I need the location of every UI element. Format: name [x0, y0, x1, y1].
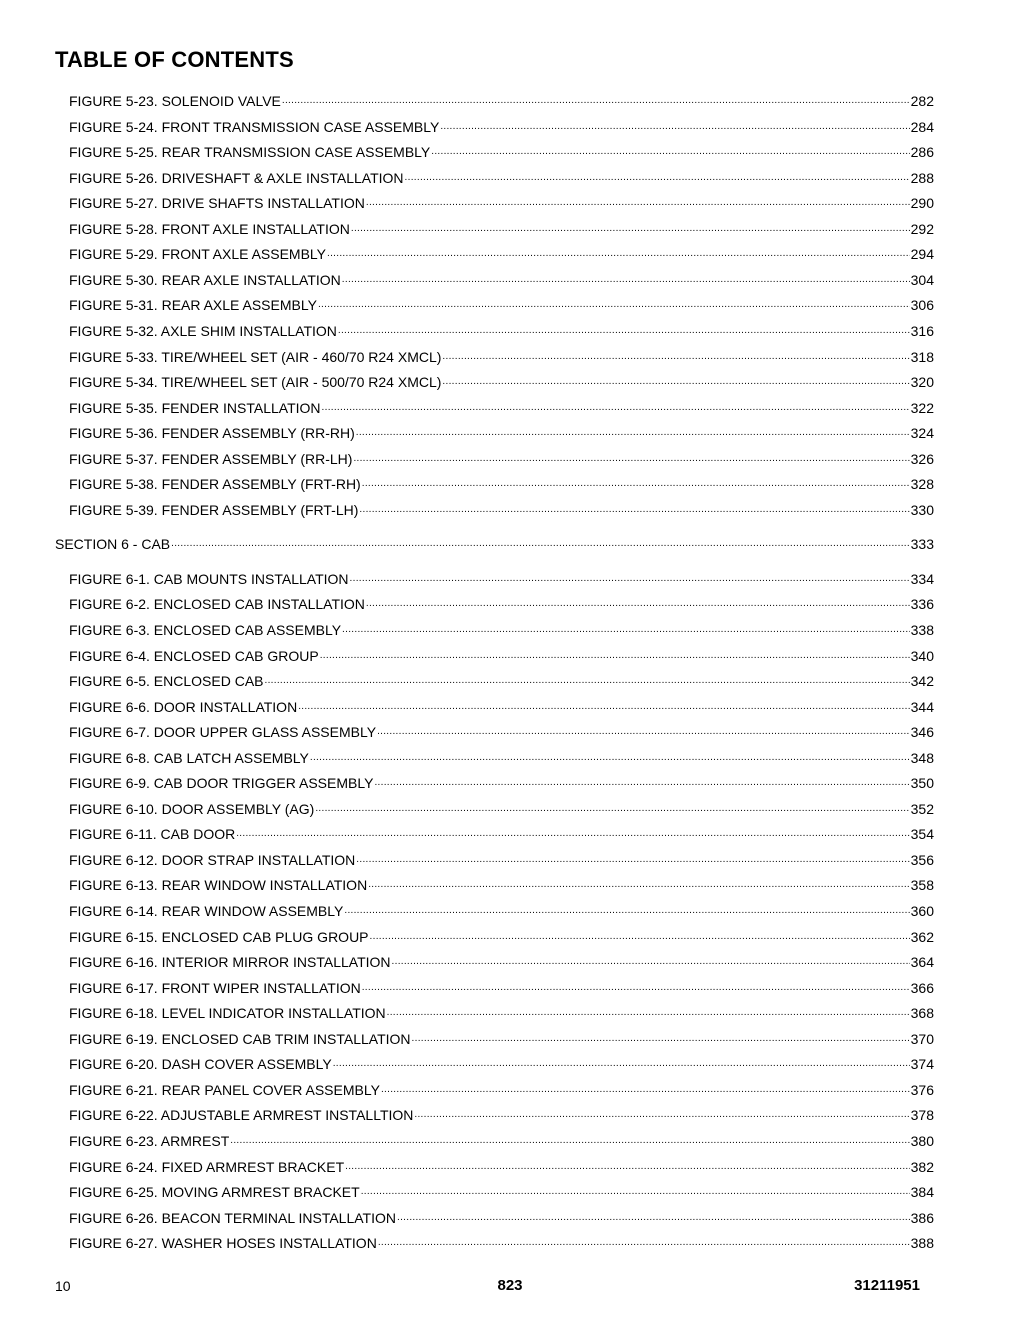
- toc-entry-label: FIGURE 5-24. FRONT TRANSMISSION CASE ASSEMBLY: [69, 119, 440, 135]
- toc-entry-page: 292: [910, 221, 934, 237]
- toc-figure-entry[interactable]: [69, 318, 934, 340]
- toc-leader-dots: [342, 273, 910, 287]
- toc-entry-label: FIGURE 6-5. ENCLOSED CAB: [69, 673, 264, 689]
- toc-entry-page: 358: [910, 877, 934, 893]
- toc-entry-label: FIGURE 6-13. REAR WINDOW INSTALLATION: [69, 877, 368, 893]
- toc-figure-entry[interactable]: [69, 1128, 934, 1150]
- toc-leader-dots: [366, 196, 910, 210]
- toc-entry-page: 366: [910, 980, 934, 996]
- toc-entry-label: FIGURE 5-31. REAR AXLE ASSEMBLY: [69, 297, 317, 313]
- toc-leader-dots: [412, 1032, 910, 1046]
- toc-figure-entry[interactable]: [69, 241, 934, 263]
- toc-entry-label: FIGURE 6-26. BEACON TERMINAL INSTALLATION: [69, 1210, 396, 1226]
- toc-entry-label: FIGURE 6-19. ENCLOSED CAB TRIM INSTALLATION: [69, 1031, 411, 1047]
- toc-entry-page: 354: [910, 826, 934, 842]
- toc-figure-entry[interactable]: [69, 1154, 934, 1176]
- toc-entry-label: FIGURE 6-11. CAB DOOR: [69, 826, 236, 842]
- toc-entry-label: FIGURE 6-20. DASH COVER ASSEMBLY: [69, 1056, 332, 1072]
- toc-entry-page: 304: [910, 272, 934, 288]
- toc-figure-entry[interactable]: [69, 267, 934, 289]
- toc-figure-entry[interactable]: [69, 643, 934, 665]
- toc-leader-dots: [405, 171, 910, 185]
- toc-leader-dots: [265, 674, 910, 688]
- toc-entry-label: FIGURE 5-32. AXLE SHIM INSTALLATION: [69, 323, 337, 339]
- toc-entry-page: 388: [910, 1235, 934, 1251]
- toc-entry-page: 322: [910, 400, 934, 416]
- toc-entry-page: 380: [910, 1133, 934, 1149]
- toc-entry-page: 376: [910, 1082, 934, 1098]
- toc-entry-label: FIGURE 5-33. TIRE/WHEEL SET (AIR - 460/70 R24 XMCL): [69, 349, 442, 365]
- toc-entry-label: FIGURE 6-4. ENCLOSED CAB GROUP: [69, 648, 319, 664]
- toc-figure-entry[interactable]: [69, 1179, 934, 1201]
- toc-entry-label: FIGURE 6-27. WASHER HOSES INSTALLATION: [69, 1235, 377, 1251]
- toc-entry-page: 306: [910, 297, 934, 313]
- toc-leader-dots: [171, 537, 910, 551]
- toc-figure-entry[interactable]: [69, 139, 934, 161]
- toc-entry-label: FIGURE 5-26. DRIVESHAFT & AXLE INSTALLATION: [69, 170, 404, 186]
- toc-leader-dots: [374, 776, 909, 790]
- toc-leader-dots: [359, 503, 909, 517]
- toc-figure-entry[interactable]: [69, 847, 934, 869]
- toc-figure-entry[interactable]: [69, 292, 934, 314]
- toc-leader-dots: [387, 1006, 910, 1020]
- toc-figure-entry[interactable]: [69, 497, 934, 519]
- toc-leader-dots: [442, 350, 909, 364]
- toc-entry-page: 386: [910, 1210, 934, 1226]
- footer-center-number: 823: [497, 1277, 523, 1294]
- toc-figure-entry[interactable]: [69, 88, 934, 110]
- toc-leader-dots: [342, 623, 910, 637]
- toc-figure-entry[interactable]: [69, 1026, 934, 1048]
- toc-figure-entry[interactable]: [69, 949, 934, 971]
- toc-leader-dots: [362, 981, 910, 995]
- footer-document-number: 31211951: [854, 1277, 920, 1294]
- toc-section-entry[interactable]: [55, 531, 934, 553]
- toc-entry-label: FIGURE 6-2. ENCLOSED CAB INSTALLATION: [69, 596, 365, 612]
- toc-figure-entry[interactable]: [69, 1000, 934, 1022]
- toc-entry-page: 370: [910, 1031, 934, 1047]
- toc-figure-entry[interactable]: [69, 1077, 934, 1099]
- toc-figure-entry[interactable]: [69, 591, 934, 613]
- toc-figure-entry[interactable]: [69, 1205, 934, 1227]
- toc-entry-page: 350: [910, 775, 934, 791]
- toc-entry-page: 282: [910, 93, 934, 109]
- toc-figure-entry[interactable]: [69, 190, 934, 212]
- toc-figure-entry[interactable]: [69, 924, 934, 946]
- toc-figure-entry[interactable]: [69, 975, 934, 997]
- toc-entry-label: FIGURE 6-15. ENCLOSED CAB PLUG GROUP: [69, 929, 369, 945]
- toc-entry-page: 326: [910, 451, 934, 467]
- toc-entry-page: 346: [910, 724, 934, 740]
- toc-leader-dots: [350, 572, 910, 586]
- footer-page-number: 10: [55, 1278, 71, 1294]
- toc-leader-dots: [310, 751, 910, 765]
- toc-entry-page: 324: [910, 425, 934, 441]
- toc-leader-dots: [356, 426, 910, 440]
- toc-leader-dots: [322, 401, 910, 415]
- toc-figure-entry[interactable]: [69, 395, 934, 417]
- toc-leader-dots: [414, 1108, 909, 1122]
- toc-entry-label: FIGURE 6-24. FIXED ARMREST BRACKET: [69, 1159, 345, 1175]
- toc-figure-entry[interactable]: [69, 369, 934, 391]
- toc-leader-dots: [236, 827, 909, 841]
- toc-leader-dots: [333, 1057, 910, 1071]
- toc-figure-entry[interactable]: [69, 471, 934, 493]
- toc-entry-page: 356: [910, 852, 934, 868]
- toc-leader-dots: [378, 1236, 910, 1250]
- toc-entry-page: 342: [910, 673, 934, 689]
- toc-leader-dots: [440, 120, 909, 134]
- toc-entry-label: FIGURE 6-23. ARMREST: [69, 1133, 230, 1149]
- toc-entry-label: FIGURE 6-1. CAB MOUNTS INSTALLATION: [69, 571, 349, 587]
- toc-leader-dots: [361, 1185, 910, 1199]
- toc-entry-label: FIGURE 5-27. DRIVE SHAFTS INSTALLATION: [69, 195, 365, 211]
- toc-leader-dots: [392, 955, 910, 969]
- toc-figure-entry[interactable]: [69, 114, 934, 136]
- toc-entry-page: 286: [910, 144, 934, 160]
- toc-entry-page: 340: [910, 648, 934, 664]
- toc-leader-dots: [327, 247, 910, 261]
- toc-entry-label: FIGURE 6-6. DOOR INSTALLATION: [69, 699, 298, 715]
- toc-entry-label: FIGURE 5-38. FENDER ASSEMBLY (FRT-RH): [69, 476, 361, 492]
- toc-entry-label: FIGURE 6-7. DOOR UPPER GLASS ASSEMBLY: [69, 724, 377, 740]
- toc-entry-label: FIGURE 5-37. FENDER ASSEMBLY (RR-LH): [69, 451, 353, 467]
- toc-entry-page: 330: [910, 502, 934, 518]
- toc-entry-label: FIGURE 6-17. FRONT WIPER INSTALLATION: [69, 980, 361, 996]
- toc-leader-dots: [381, 1083, 910, 1097]
- toc-figure-entry[interactable]: [69, 796, 934, 818]
- toc-entry-label: FIGURE 6-25. MOVING ARMREST BRACKET: [69, 1184, 360, 1200]
- toc-leader-dots: [362, 477, 910, 491]
- toc-entry-label: FIGURE 6-9. CAB DOOR TRIGGER ASSEMBLY: [69, 775, 374, 791]
- toc-entry-page: 316: [910, 323, 934, 339]
- toc-entry-page: 344: [910, 699, 934, 715]
- toc-figure-entry[interactable]: [69, 566, 934, 588]
- toc-leader-dots: [353, 452, 909, 466]
- toc-entry-page: 334: [910, 571, 934, 587]
- toc-entry-page: 352: [910, 801, 934, 817]
- toc-figure-entry[interactable]: [69, 420, 934, 442]
- toc-leader-dots: [356, 853, 909, 867]
- toc-figure-entry[interactable]: [69, 668, 934, 690]
- toc-entry-page: 360: [910, 903, 934, 919]
- toc-entry-page: 338: [910, 622, 934, 638]
- toc-figure-entry[interactable]: [69, 1051, 934, 1073]
- toc-figure-entry[interactable]: [69, 1102, 934, 1124]
- toc-entry-label: FIGURE 5-28. FRONT AXLE INSTALLATION: [69, 221, 350, 237]
- toc-entry-label: FIGURE 6-18. LEVEL INDICATOR INSTALLATION: [69, 1005, 386, 1021]
- toc-leader-dots: [315, 802, 909, 816]
- toc-figure-entry[interactable]: [69, 344, 934, 366]
- toc-figure-entry[interactable]: [69, 617, 934, 639]
- toc-figure-entry[interactable]: [69, 165, 934, 187]
- toc-leader-dots: [345, 1160, 910, 1174]
- toc-figure-entry[interactable]: [69, 770, 934, 792]
- toc-entry-page: 288: [910, 170, 934, 186]
- toc-entry-page: 382: [910, 1159, 934, 1175]
- toc-figure-entry[interactable]: [69, 872, 934, 894]
- toc-figure-entry[interactable]: [69, 694, 934, 716]
- toc-leader-dots: [431, 145, 909, 159]
- toc-figure-entry[interactable]: [69, 719, 934, 741]
- toc-entry-label: FIGURE 6-10. DOOR ASSEMBLY (AG): [69, 801, 315, 817]
- toc-entry-label: FIGURE 5-35. FENDER INSTALLATION: [69, 400, 321, 416]
- toc-entry-label: FIGURE 6-8. CAB LATCH ASSEMBLY: [69, 750, 309, 766]
- toc-leader-dots: [298, 700, 909, 714]
- toc-entry-page: 290: [910, 195, 934, 211]
- toc-entry-label: FIGURE 5-36. FENDER ASSEMBLY (RR-RH): [69, 425, 355, 441]
- toc-entry-label: FIGURE 5-29. FRONT AXLE ASSEMBLY: [69, 246, 327, 262]
- toc-leader-dots: [397, 1211, 910, 1225]
- toc-leader-dots: [370, 930, 910, 944]
- toc-leader-dots: [442, 375, 909, 389]
- toc-figure-entry[interactable]: [69, 1230, 934, 1252]
- toc-entry-label: FIGURE 5-23. SOLENOID VALVE: [69, 93, 281, 109]
- toc-leader-dots: [338, 324, 910, 338]
- toc-entry-label: FIGURE 5-34. TIRE/WHEEL SET (AIR - 500/70 R24 XMCL): [69, 374, 442, 390]
- toc-entry-page: 328: [910, 476, 934, 492]
- toc-entry-page: 318: [910, 349, 934, 365]
- toc-leader-dots: [377, 725, 910, 739]
- toc-figure-entry[interactable]: [69, 446, 934, 468]
- toc-entry-label: FIGURE 6-21. REAR PANEL COVER ASSEMBLY: [69, 1082, 380, 1098]
- toc-entry-label: FIGURE 6-16. INTERIOR MIRROR INSTALLATION: [69, 954, 391, 970]
- toc-entry-page: 284: [910, 119, 934, 135]
- toc-entry-page: 333: [910, 536, 934, 552]
- toc-entry-label: SECTION 6 - CAB: [55, 536, 171, 552]
- toc-leader-dots: [230, 1134, 909, 1148]
- toc-entry-page: 364: [910, 954, 934, 970]
- toc-entry-page: 320: [910, 374, 934, 390]
- toc-figure-entry[interactable]: [69, 216, 934, 238]
- toc-entry-label: FIGURE 6-22. ADJUSTABLE ARMREST INSTALLTION: [69, 1107, 414, 1123]
- toc-entry-label: FIGURE 6-14. REAR WINDOW ASSEMBLY: [69, 903, 344, 919]
- toc-entry-label: FIGURE 6-12. DOOR STRAP INSTALLATION: [69, 852, 356, 868]
- toc-entry-page: 294: [910, 246, 934, 262]
- toc-entry-label: FIGURE 5-30. REAR AXLE INSTALLATION: [69, 272, 341, 288]
- toc-entry-page: 374: [910, 1056, 934, 1072]
- toc-figure-entry[interactable]: [69, 821, 934, 843]
- toc-entry-page: 384: [910, 1184, 934, 1200]
- toc-leader-dots: [368, 878, 909, 892]
- toc-leader-dots: [282, 94, 910, 108]
- toc-leader-dots: [318, 298, 910, 312]
- toc-entry-label: FIGURE 5-39. FENDER ASSEMBLY (FRT-LH): [69, 502, 359, 518]
- toc-entry-page: 378: [910, 1107, 934, 1123]
- toc-leader-dots: [366, 597, 910, 611]
- toc-entry-page: 336: [910, 596, 934, 612]
- toc-figure-entry[interactable]: [69, 898, 934, 920]
- toc-leader-dots: [320, 649, 910, 663]
- toc-figure-entry[interactable]: [69, 745, 934, 767]
- toc-entry-label: FIGURE 5-25. REAR TRANSMISSION CASE ASSEMBLY: [69, 144, 431, 160]
- toc-leader-dots: [351, 222, 910, 236]
- toc-entry-label: FIGURE 6-3. ENCLOSED CAB ASSEMBLY: [69, 622, 342, 638]
- toc-entry-page: 348: [910, 750, 934, 766]
- page-title: TABLE OF CONTENTS: [55, 47, 294, 72]
- toc-leader-dots: [344, 904, 909, 918]
- toc-entry-page: 368: [910, 1005, 934, 1021]
- toc-entry-page: 362: [910, 929, 934, 945]
